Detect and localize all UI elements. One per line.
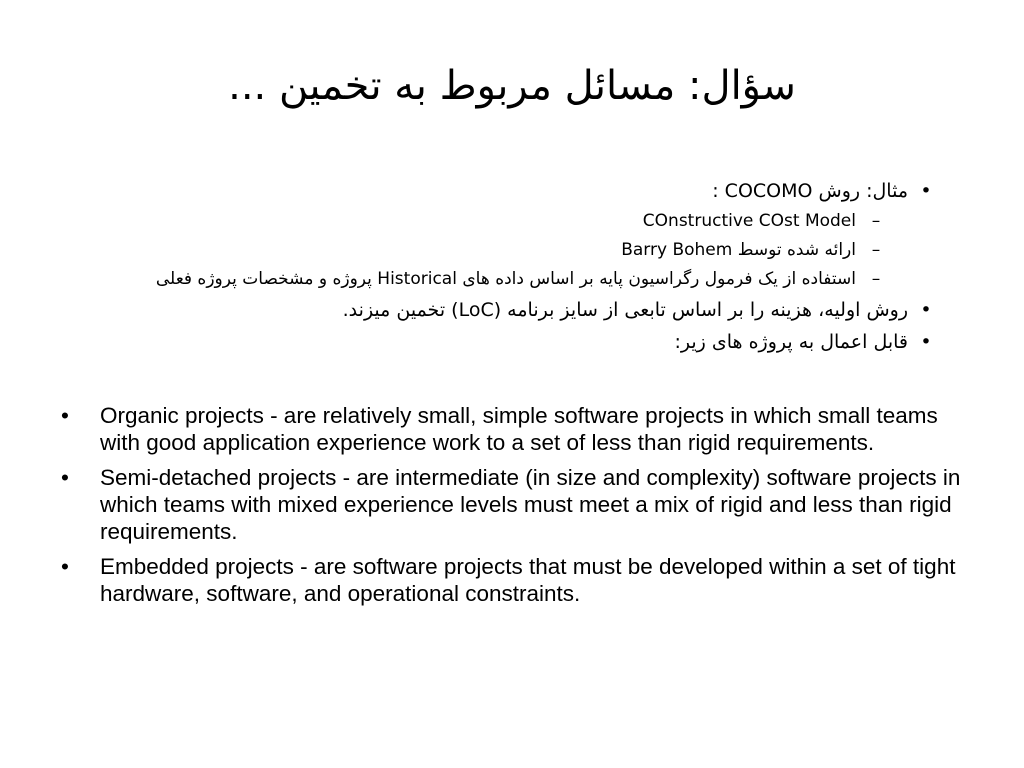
bullet-semi-detached-projects <box>58 464 964 545</box>
sub-item-text: ارائه شده توسط Barry Bohem <box>621 240 856 260</box>
bullet-organic-projects <box>58 402 964 456</box>
bullet-icon: • <box>61 465 69 490</box>
sub-item-text: استفاده از یک فرمول رگراسیون پایه بر اساس داده های Historical پروژه و مشخصات پروژه فعلی <box>155 269 856 289</box>
dash-icon: – <box>871 269 881 289</box>
sub-item-author <box>90 239 908 262</box>
sub-item-full-name <box>90 210 908 233</box>
bullet-text: قابل اعمال به پروژه های زیر: <box>674 331 908 353</box>
bullet-icon: • <box>61 403 69 428</box>
bullet-text: مثال: روش COCOMO : <box>712 180 908 202</box>
bullet-embedded-projects <box>58 553 964 607</box>
bullet-applicable-projects <box>90 329 936 355</box>
bullet-cocomo-example <box>90 178 936 291</box>
project-types-list <box>58 402 964 615</box>
dash-icon: – <box>871 211 881 231</box>
bullet-text: Semi-detached projects - are intermediate (in size and complexity) software projects in which teams with mixed experience levels must meet a mix of rigid and less than rigid requirements. <box>100 465 961 544</box>
slide-title: سؤال: مسائل مربوط به تخمین ... <box>228 63 796 109</box>
bullet-icon: • <box>920 180 932 202</box>
bullet-text: روش اولیه، هزینه را بر اساس تابعی از سایز برنامه (LoC) تخمین میزند. <box>342 299 908 321</box>
bullet-text: Embedded projects - are software projects that must be developed within a set of tight hardware, software, and operational constraints. <box>100 554 956 606</box>
bullet-icon: • <box>920 299 932 321</box>
bullet-basic-method <box>90 297 936 323</box>
sub-item-text: COnstructive COst Model <box>642 211 856 231</box>
dash-icon: – <box>871 240 881 260</box>
cocomo-sub-list <box>90 210 908 291</box>
bullet-text: Organic projects - are relatively small, simple software projects in which small teams with good application experience work to a set of less than rigid requirements. <box>100 403 938 455</box>
persian-bullet-list <box>90 178 936 355</box>
bullet-icon: • <box>920 331 932 353</box>
sub-item-regression <box>90 268 908 291</box>
bullet-icon: • <box>61 554 69 579</box>
